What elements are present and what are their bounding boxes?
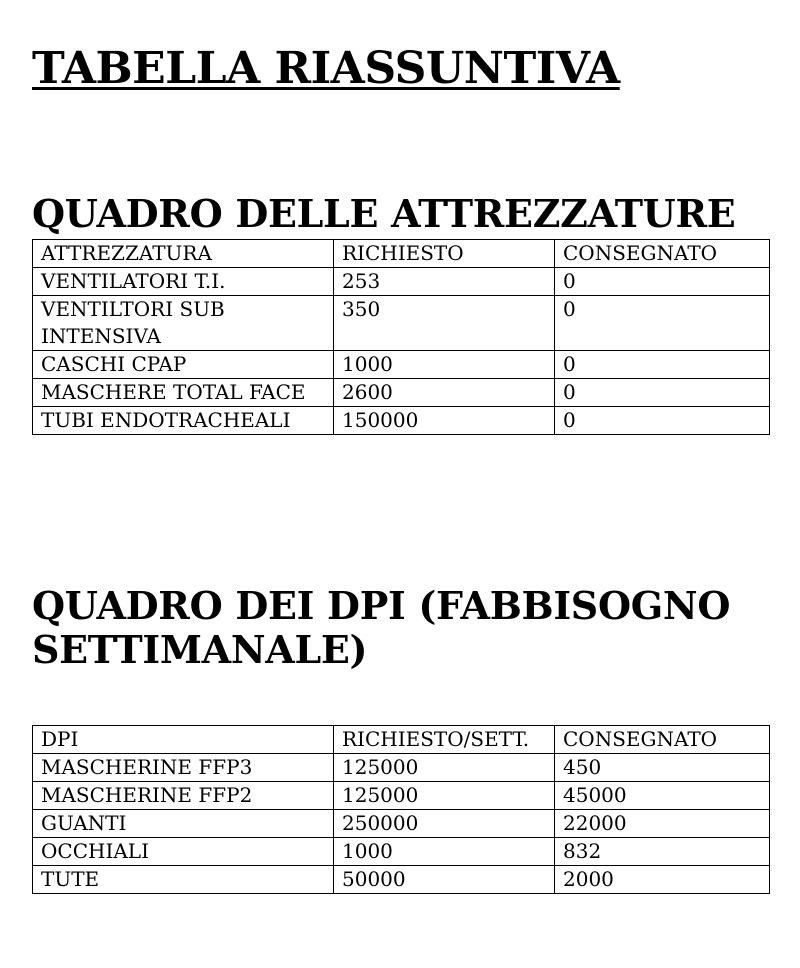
table-cell: 1000: [334, 838, 555, 866]
table-row: [33, 296, 770, 351]
table-cell: 0: [555, 379, 770, 407]
page-title: TABELLA RIASSUNTIVA: [32, 43, 620, 94]
table-header-row: [33, 726, 770, 754]
table-row: [33, 268, 770, 296]
equipment-section-title: QUADRO DELLE ATTREZZATURE: [32, 191, 736, 236]
header-cell-requested: RICHIESTO: [334, 240, 555, 268]
table-row: [33, 379, 770, 407]
dpi-section-title: QUADRO DEI DPI (FABBISOGNO SETTIMANALE): [32, 583, 731, 672]
header-cell-equipment: ATTREZZATURA: [33, 240, 334, 268]
table-row: [33, 351, 770, 379]
table-row: [33, 866, 770, 894]
table-cell: 250000: [334, 810, 555, 838]
table-row: [33, 782, 770, 810]
table-cell: TUTE: [33, 866, 334, 894]
table-cell: 0: [555, 351, 770, 379]
table-cell: OCCHIALI: [33, 838, 334, 866]
table-cell: 125000: [334, 754, 555, 782]
table-cell: 832: [555, 838, 770, 866]
table-cell: GUANTI: [33, 810, 334, 838]
table-cell: MASCHERINE FFP2: [33, 782, 334, 810]
dpi-table: [32, 725, 770, 894]
table-cell: 0: [555, 268, 770, 296]
table-cell: 2600: [334, 379, 555, 407]
equipment-table: [32, 239, 770, 435]
table-header-row: [33, 240, 770, 268]
table-row: [33, 407, 770, 435]
table-cell: 2000: [555, 866, 770, 894]
table-row: [33, 810, 770, 838]
table-row: [33, 754, 770, 782]
table-cell: 45000: [555, 782, 770, 810]
table-cell: 0: [555, 296, 770, 351]
table-cell: 0: [555, 407, 770, 435]
table-cell: CASCHI CPAP: [33, 351, 334, 379]
table-cell: 1000: [334, 351, 555, 379]
table-cell: 450: [555, 754, 770, 782]
table-cell: VENTILTORI SUB INTENSIVA: [33, 296, 334, 351]
table-cell: 350: [334, 296, 555, 351]
table-cell: 22000: [555, 810, 770, 838]
table-row: [33, 838, 770, 866]
table-cell: 253: [334, 268, 555, 296]
table-cell: 50000: [334, 866, 555, 894]
header-cell-dpi: DPI: [33, 726, 334, 754]
table-cell: 150000: [334, 407, 555, 435]
table-cell: TUBI ENDOTRACHEALI: [33, 407, 334, 435]
table-cell: MASCHERE TOTAL FACE: [33, 379, 334, 407]
table-cell: 125000: [334, 782, 555, 810]
table-cell: MASCHERINE FFP3: [33, 754, 334, 782]
header-cell-requested-weekly: RICHIESTO/SETT.: [334, 726, 555, 754]
table-cell: VENTILATORI T.I.: [33, 268, 334, 296]
header-cell-delivered: CONSEGNATO: [555, 240, 770, 268]
header-cell-delivered: CONSEGNATO: [555, 726, 770, 754]
